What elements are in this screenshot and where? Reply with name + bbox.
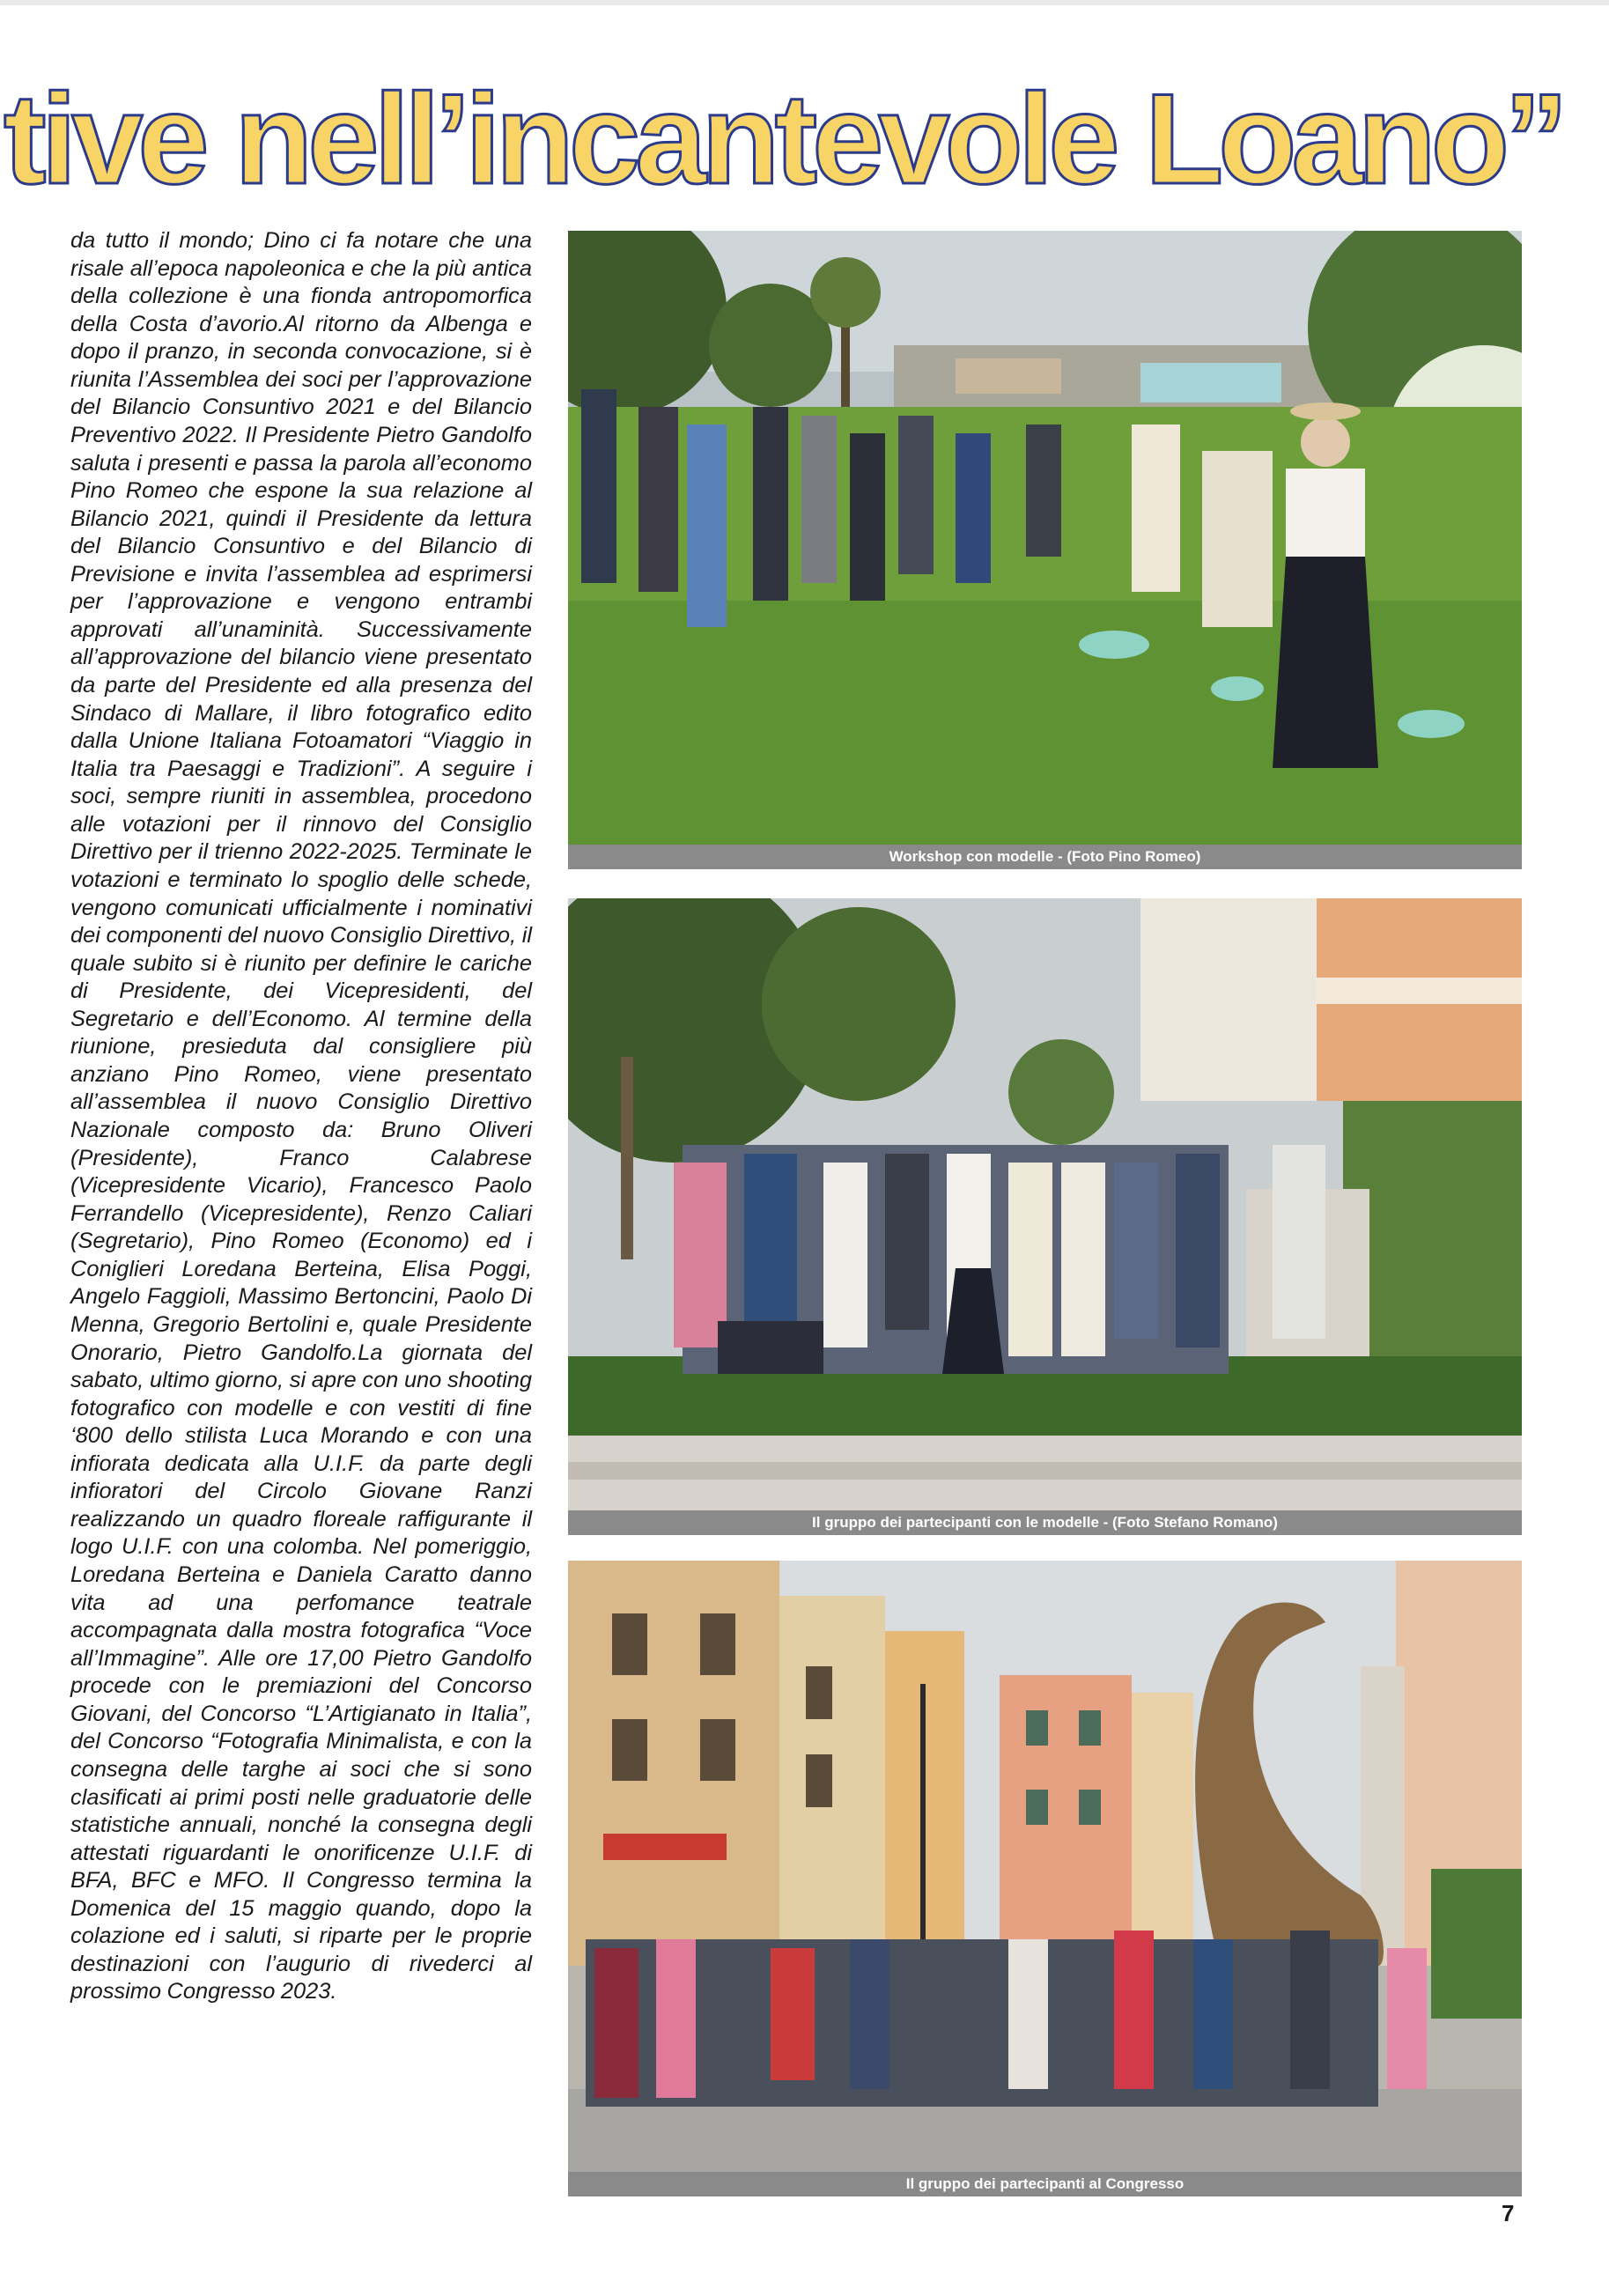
photo-group-congress	[568, 1561, 1522, 2172]
page-number: 7	[1502, 2200, 1515, 2226]
page-headline: tive nell’incantevole Loano”	[4, 67, 1563, 210]
top-rule	[0, 0, 1609, 5]
photo-caption-group-congress: Il gruppo dei partecipanti al Congresso	[568, 2172, 1522, 2196]
photo-caption-workshop: Workshop con modelle - (Foto Pino Romeo)	[568, 845, 1522, 869]
article-body: da tutto il mondo; Dino ci fa notare che una risale all’epoca napoleonica e che la più antica della collezione è una fionda antropomorfica della Costa d’avorio.Al ritorno da Albenga e dopo il pranzo, in seconda convocazione, si è riunita l’Assemblea dei soci per l’approvazione del Bilancio Consuntivo 2021 e del Bilancio Preventivo 2022. Il Presidente Pietro Gandolfo saluta i presenti e passa la parola all’economo Pino Romeo che espone la sua relazione al Bilancio 2021, quindi il Presidente da lettura del Bilancio Consuntivo e del Bilancio di Previsione e invita l’assemblea ad esprimersi per l’approvazione e vengono entrambi approvati all’unaminità. Successivamente all’approvazione del bilancio viene presentato da parte del Presidente ed alla presenza del Sindaco di Mallare, il libro fotografico edito dalla Unione Italiana Fotoamatori “Viaggio in Italia tra Paesaggi e Tradizioni”. A seguire i soci, sempre riuniti in assemblea, procedono alle votazioni per il rinnovo del Consiglio Direttivo per il trienno 2022-2025. Terminate le votazioni e terminato lo spoglio delle schede, vengono comunicati ufficialmente i nominativi dei componenti del nuovo Consiglio Direttivo, il quale subito si è riunito per definire le cariche di Presidente, dei Vicepresidenti, del Segretario e dell’Economo. Al termine della riunione, presieduta dal consigliere più anziano Pino Romeo, viene presentato all’assemblea il nuovo Consiglio Direttivo Nazionale composto da: Bruno Oliveri (Presidente), Franco Calabrese (Vicepresidente Vicario), Francesco Paolo Ferrandello (Vicepresidente), Renzo Caliari (Segretario), Pino Romeo (Economo) ed i Coniglieri Loredana Berteina, Elisa Poggi, Angelo Faggioli, Massimo Bertoncini, Paolo Di Menna, Gregorio Bertolini e, quale Presidente Onorario, Pietro Gandolfo.La giornata del sabato, ultimo giorno, si apre con uno shooting fotografico con modelle e con vestiti di fine ‘800 dello stilista Luca Morando e con una infiorata dedicata alla U.I.F. da parte degli infioratori del Circolo Giovane Ranzi realizzando un quadro floreale raffigurante il logo U.I.F. con una colomba. Nel pomeriggio, Loredana Berteina e Daniela Caratto danno vita ad una perfomance teatrale accompagnata dalla mostra fotografica “Voce all’Immagine”. Alle ore 17,00 Pietro Gandolfo procede con le premiazioni del Concorso Giovani, del Concorso “L’Artigianato in Italia”, del Concorso “Fotografia Minimalista, e con la consegna delle targhe ai soci che si sono clasificati ai primi posti nelle graduatorie delle statistiche annuali, nonché la consegna degli attestati riguardanti le onorificenze U.I.F. di BFA, BFC e MFO. Il Congresso termina la Domenica del 15 maggio quando, dopo la colazione ed i saluti, si riparte per le proprie destinazioni con l’augurio di rivederci al prossimo Congresso 2023.	[70, 228, 532, 2004]
photo-caption-group-models: Il gruppo dei partecipanti con le modelle - (Foto Stefano Romano)	[568, 1510, 1522, 1535]
photo-group-models	[568, 898, 1522, 1510]
photo-workshop	[568, 231, 1522, 845]
